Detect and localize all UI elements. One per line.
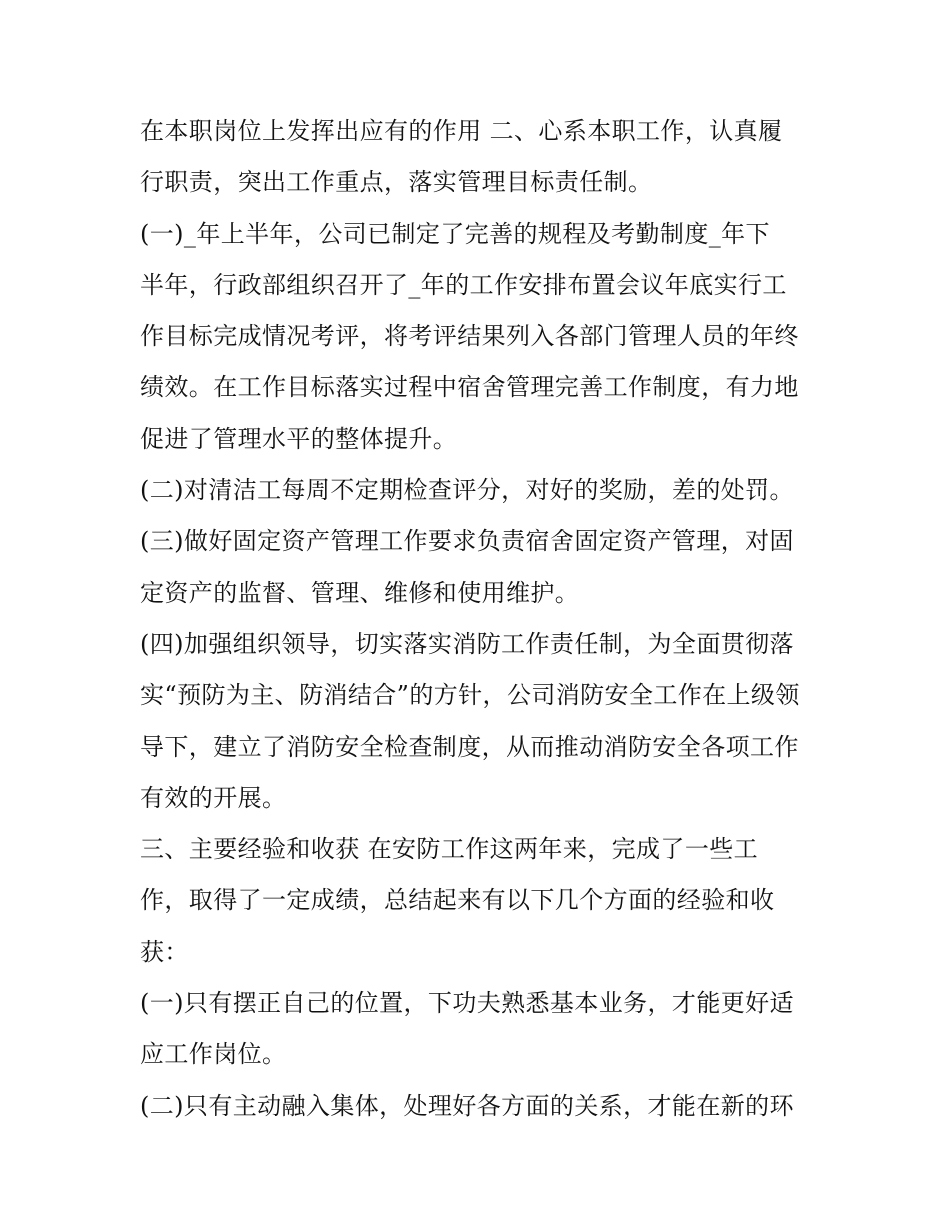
text-line-7: 促进了管理水平的整体提升。 — [140, 424, 458, 453]
text-line-4: 半年，行政部组织召开了_年的工作安排布置会议年底实行工 — [140, 270, 787, 299]
text-line-16: 作，取得了一定成绩，总结起来有以下几个方面的经验和收 — [140, 886, 775, 915]
text-line-5: 作目标完成情况考评，将考评结果列入各部门管理人员的年终 — [140, 322, 799, 351]
text-line-6: 绩效。在工作目标落实过程中宿舍管理完善工作制度，有力地 — [140, 373, 799, 402]
text-line-18: (一)只有摆正自己的位置，下功夫熟悉基本业务，才能更好适 — [140, 989, 794, 1018]
text-line-3: (一)_年上半年，公司已制定了完善的规程及考勤制度_年下 — [140, 219, 770, 248]
text-line-17: 获： — [140, 937, 189, 966]
text-line-11: (四)加强组织领导，切实落实消防工作责任制，为全面贯彻落 — [140, 629, 794, 658]
text-line-20: (二)只有主动融入集体，处理好各方面的关系，才能在新的环 — [140, 1091, 794, 1120]
text-line-2: 行职责，突出工作重点，落实管理目标责任制。 — [140, 168, 653, 197]
text-line-15: 三、主要经验和收获 在安防工作这两年来，完成了一些工 — [140, 835, 759, 864]
document-body — [140, 106, 820, 1132]
text-line-10: 定资产的监督、管理、维修和使用维护。 — [140, 578, 580, 607]
text-line-1: 在本职岗位上发挥出应有的作用 二、心系本职工作，认真履 — [140, 117, 783, 145]
text-line-12: 实“预防为主、防消结合”的方针，公司消防安全工作在上级领 — [140, 681, 800, 710]
text-line-19: 应工作岗位。 — [140, 1040, 287, 1069]
text-line-13: 导下，建立了消防安全检查制度，从而推动消防安全各项工作 — [140, 732, 799, 761]
text-line-9: (三)做好固定资产管理工作要求负责宿舍固定资产管理，对固 — [140, 527, 794, 556]
text-line-14: 有效的开展。 — [140, 783, 287, 812]
text-line-8: (二)对清洁工每周不定期检查评分，对好的奖励，差的处罚。 — [140, 476, 794, 505]
